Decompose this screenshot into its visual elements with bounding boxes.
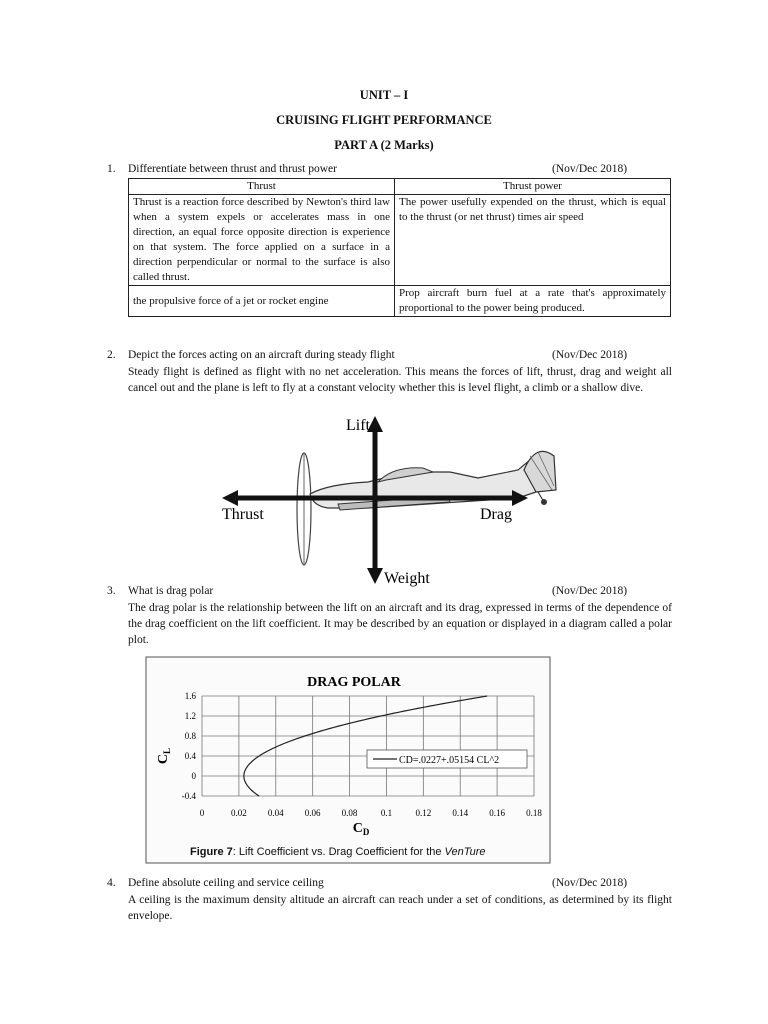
table-header-cell: Thrust power	[395, 179, 671, 195]
y-tick-label: -0.4	[181, 791, 196, 801]
answer-paragraph: The drag polar is the relationship between the lift on an aircraft and its drag, expressed in terms of the dependence of the drag coefficient on the lift coefficient. It may be described by an equation or displayed in a diagram called a polar plot.	[128, 602, 672, 646]
y-axis-label: $C_L$	[156, 747, 172, 765]
question-text: Define absolute ceiling and service ceiling	[128, 877, 324, 889]
table-cell: The power usefully expended on the thrust, which is equal to the thrust (or net thrust) times air speed	[395, 195, 671, 286]
thrust-comparison-table	[128, 178, 671, 317]
x-tick-label: 0.04	[267, 808, 284, 818]
table-header-row	[129, 179, 671, 195]
question-number: 4.	[107, 877, 116, 889]
question-text: Depict the forces acting on an aircraft during steady flight	[128, 349, 395, 361]
lift-label: Lift	[346, 417, 370, 434]
caption-text: : Lift Coefficient vs. Drag Coefficient for the	[232, 846, 445, 858]
x-tick-label: 0	[199, 808, 205, 818]
weight-label: Weight	[384, 570, 430, 587]
forces-diagram	[218, 412, 558, 590]
part-heading: PART A (2 Marks)	[334, 138, 434, 152]
table-cell: Prop aircraft burn fuel at a rate that's approximately proportional to the power being produced.	[395, 286, 671, 317]
x-tick-label: 0.16	[489, 808, 505, 818]
table-cell: Thrust is a reaction force described by Newton's third law when a system expels or accelerates mass in one direction, an equal force opposite direction is experience on that system. The force applied on a surface in a direction perpendicular or normal to the surface is also called thrust.	[129, 195, 395, 286]
answer-paragraph: Steady flight is defined as flight with no net acceleration. This means the forces of lift, thrust, drag and weight all cancel out and the plane is left to fly at a constant velocity whether this is level flight, a climb or a shallow dive.	[128, 366, 672, 394]
y-tick-label: 1.2	[184, 711, 196, 721]
caption-aircraft-name: VenTure	[444, 846, 486, 858]
x-tick-label: 0.12	[415, 808, 432, 818]
question-number: 2.	[107, 349, 116, 361]
x-tick-label: 0.08	[341, 808, 358, 818]
question-text: What is drag polar	[128, 585, 214, 597]
x-tick-label: 0.14	[452, 808, 469, 818]
question-number: 1.	[107, 163, 116, 175]
y-tick-label: 0	[191, 771, 196, 781]
page-title: CRUISING FLIGHT PERFORMANCE	[276, 113, 492, 127]
legend-label: CD=.0227+.05154 CL^2	[399, 755, 500, 766]
y-tick-label: 0.4	[184, 751, 196, 761]
table-row	[129, 286, 671, 317]
thrust-label: Thrust	[222, 506, 264, 523]
drag-label: Drag	[480, 506, 512, 523]
question-date: (Nov/Dec 2018)	[552, 163, 628, 175]
question-number: 3.	[107, 585, 116, 597]
caption-figure-number: Figure 7	[190, 846, 233, 858]
chart-title: DRAG POLAR	[307, 675, 401, 690]
x-tick-label: 0.18	[526, 808, 542, 818]
x-tick-label: 0.1	[380, 808, 393, 818]
table-cell: the propulsive force of a jet or rocket engine	[129, 286, 395, 317]
table-header-cell: Thrust	[129, 179, 395, 195]
question-date: (Nov/Dec 2018)	[552, 349, 628, 361]
y-tick-label: 1.6	[184, 691, 196, 701]
answer-paragraph: A ceiling is the maximum density altitude an aircraft can reach under a set of conditions, as determined by its flight envelope.	[128, 894, 672, 922]
x-tick-label: 0.06	[304, 808, 321, 818]
question-date: (Nov/Dec 2018)	[552, 585, 628, 597]
figure-caption	[190, 846, 486, 858]
x-axis-label: $C_D$	[352, 821, 370, 837]
question-date: (Nov/Dec 2018)	[552, 877, 628, 889]
y-tick-label: 0.8	[184, 731, 196, 741]
tail-wheel	[541, 499, 547, 505]
unit-heading: UNIT – I	[359, 88, 409, 102]
question-text: Differentiate between thrust and thrust power	[128, 163, 337, 175]
drag-polar-chart	[145, 656, 551, 864]
x-tick-label: 0.02	[231, 808, 247, 818]
table-row	[129, 195, 671, 286]
